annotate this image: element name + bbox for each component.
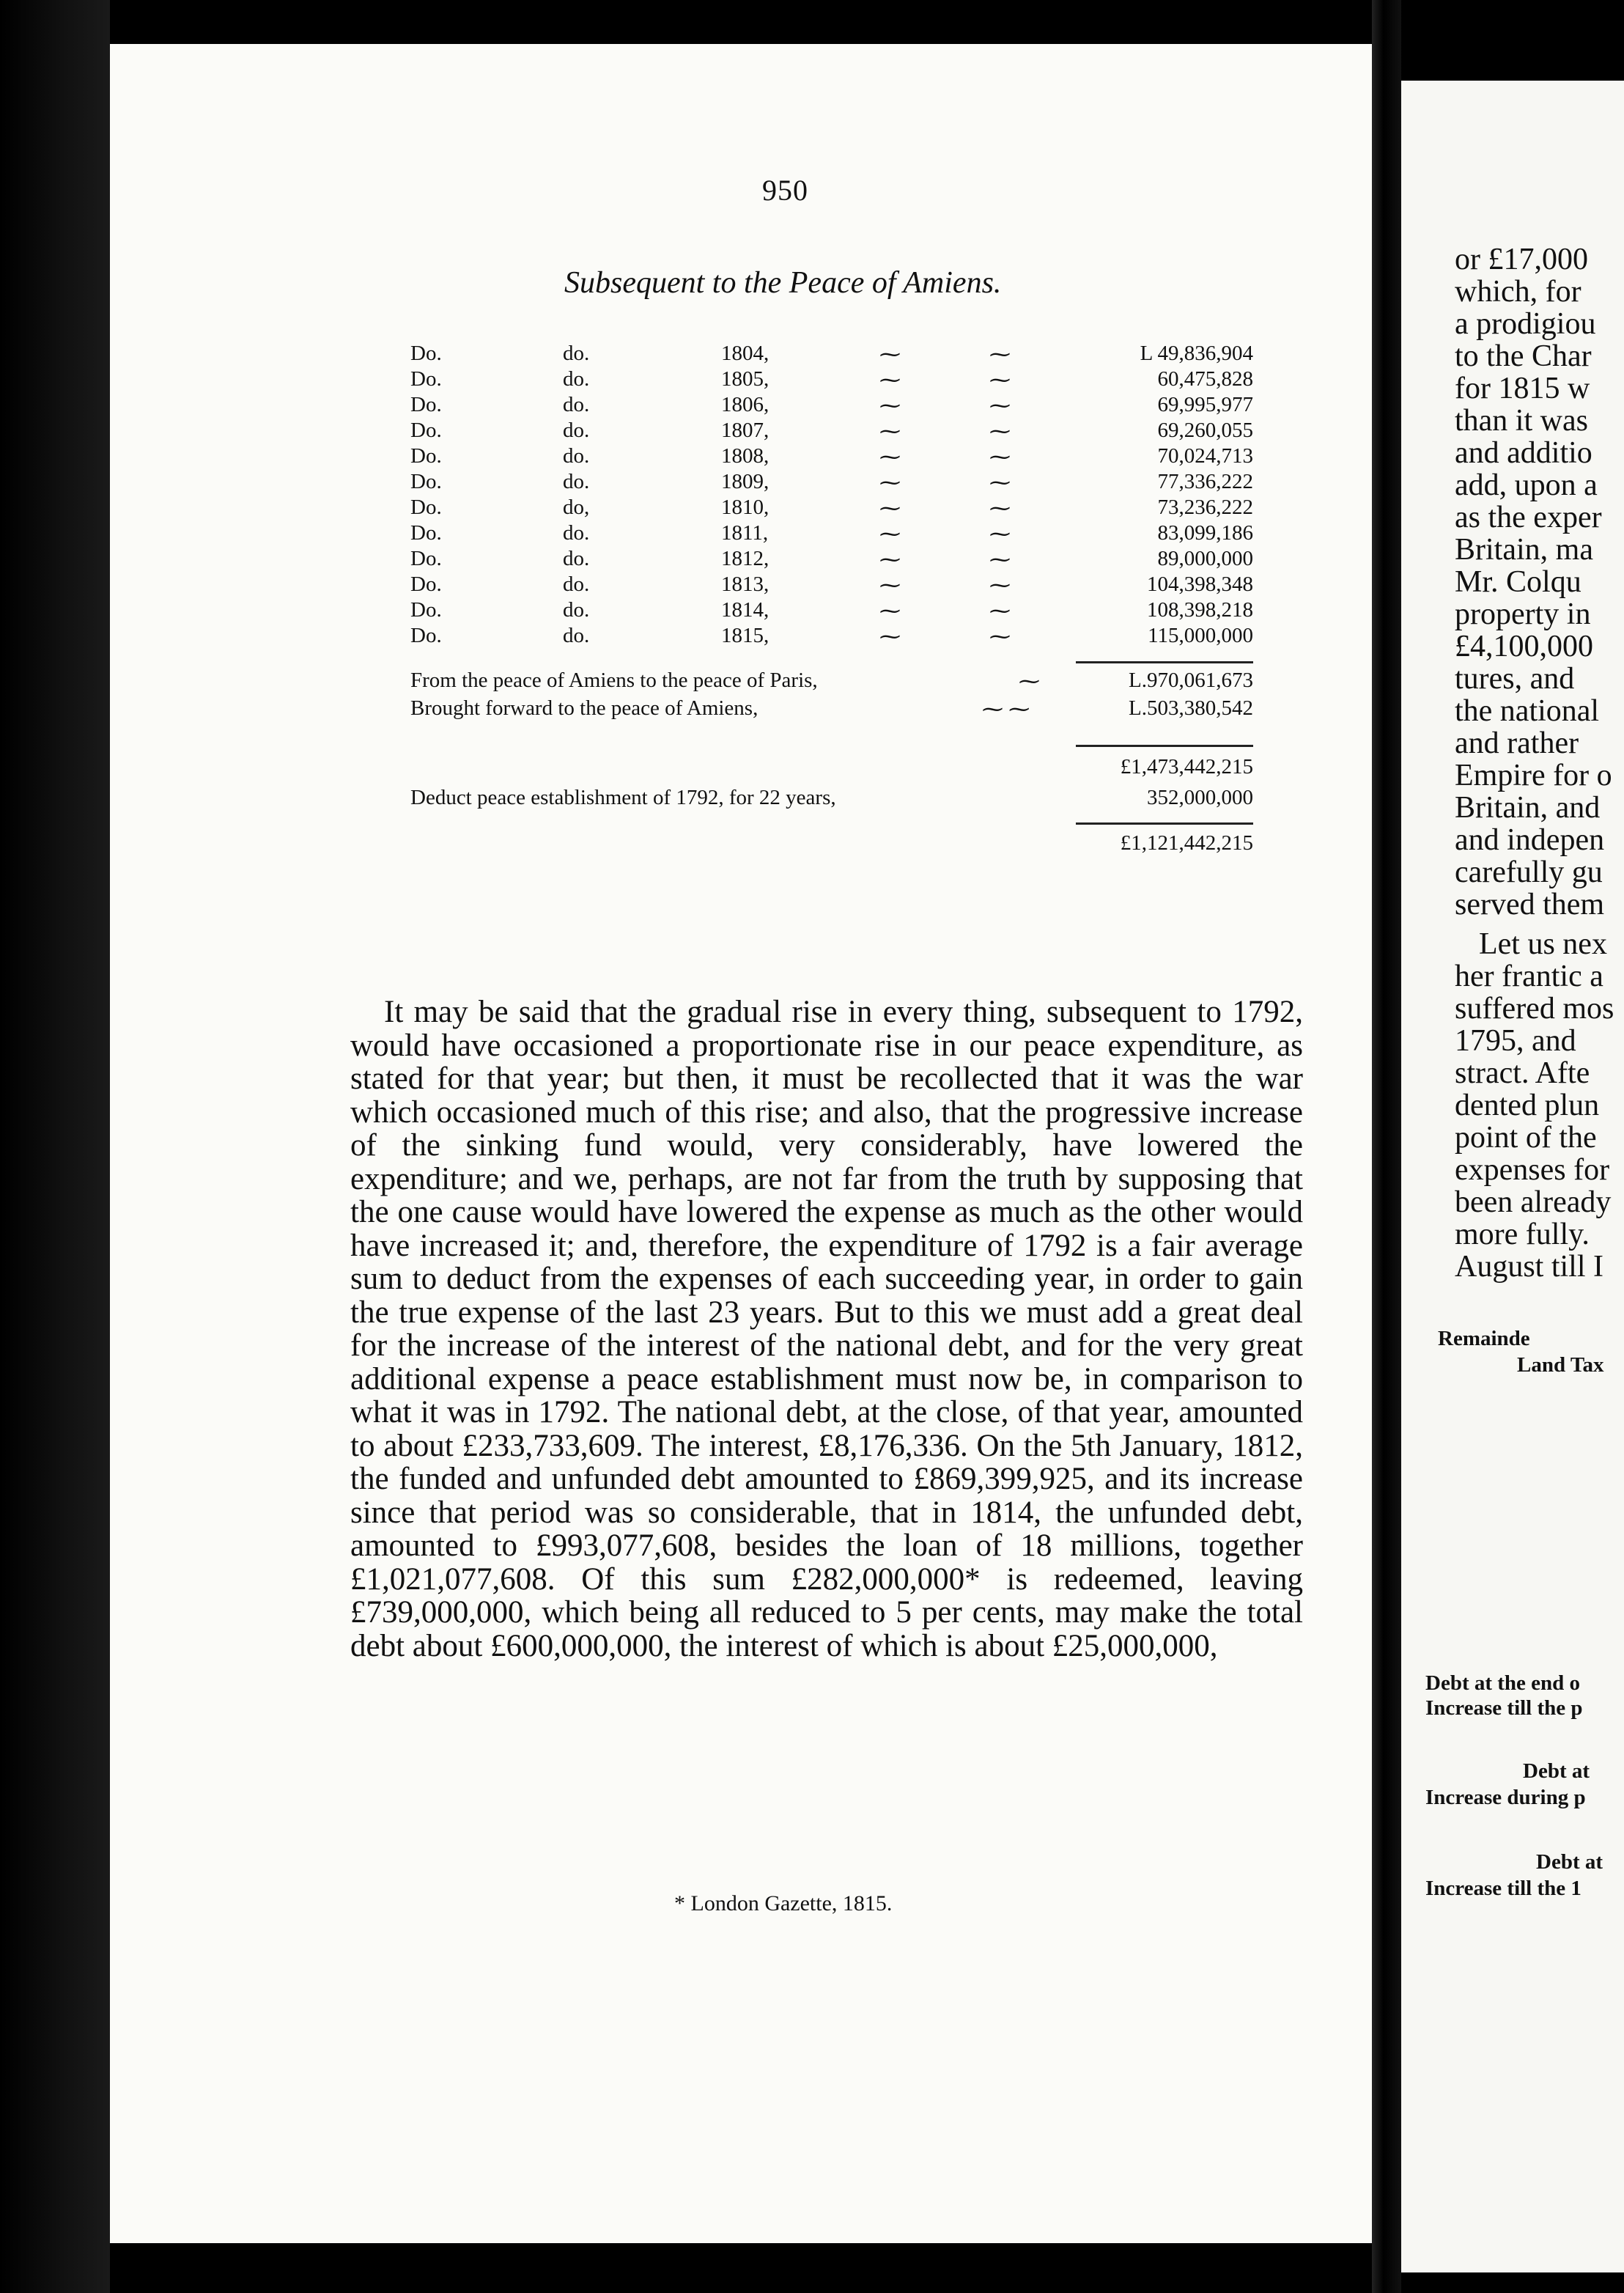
row-label: Do. xyxy=(410,470,442,493)
summary-row-subtotal xyxy=(410,755,1253,786)
row-ditto: do. xyxy=(563,393,590,416)
facing-table-label: Increase during p xyxy=(1425,1786,1586,1809)
facing-line: and rather xyxy=(1455,726,1579,760)
row-dash: ⁓ xyxy=(989,420,1011,443)
table-row xyxy=(410,470,1253,499)
facing-line: Let us nex xyxy=(1479,927,1607,961)
row-year: 1810, xyxy=(721,496,769,519)
facing-line: Mr. Colqu xyxy=(1455,565,1581,599)
summary-amount: L.970,061,673 xyxy=(1129,669,1253,692)
row-dash: ⁓ xyxy=(989,471,1011,495)
row-year: 1813, xyxy=(721,573,769,596)
row-year: 1807, xyxy=(721,419,769,442)
facing-table-label: Debt at xyxy=(1536,1850,1603,1874)
facing-line: stract. Afte xyxy=(1455,1056,1590,1090)
row-dash: ⁓ xyxy=(879,497,901,520)
facing-line: or £17,000 xyxy=(1455,243,1588,276)
row-ditto: do. xyxy=(563,624,590,647)
summary-row-forward xyxy=(410,696,1253,727)
row-label: Do. xyxy=(410,342,442,365)
row-amount: 83,099,186 xyxy=(1157,521,1253,545)
facing-line: more fully. xyxy=(1455,1218,1590,1251)
table-row xyxy=(410,419,1253,448)
row-dash: ⁓ xyxy=(879,523,901,546)
facing-table-label: Increase till the 1 xyxy=(1425,1877,1581,1900)
row-ditto: do. xyxy=(563,367,590,391)
facing-line: 1795, and xyxy=(1455,1024,1576,1058)
row-amount: 104,398,348 xyxy=(1147,573,1253,596)
row-label: Do. xyxy=(410,444,442,468)
facing-line: for 1815 w xyxy=(1455,372,1590,405)
facing-line: August till I xyxy=(1455,1250,1604,1284)
row-ditto: do. xyxy=(563,470,590,493)
facing-table-label: Debt at xyxy=(1523,1759,1590,1783)
facing-line: been already xyxy=(1455,1185,1612,1219)
page-number: 950 xyxy=(762,174,808,207)
table-row xyxy=(410,598,1253,627)
facing-line: the national xyxy=(1455,694,1600,728)
row-dash: ⁓ xyxy=(989,369,1011,392)
row-amount: 89,000,000 xyxy=(1157,547,1253,570)
row-year: 1805, xyxy=(721,367,769,391)
row-dash: ⁓ xyxy=(879,600,901,623)
table-row xyxy=(410,521,1253,551)
facing-line: suffered mos xyxy=(1455,992,1614,1026)
section-heading: Subsequent to the Peace of Amiens. xyxy=(564,266,1002,300)
row-dash: ⁓ xyxy=(879,625,901,649)
row-ditto: do. xyxy=(563,547,590,570)
facing-line: Empire for o xyxy=(1455,759,1612,792)
row-dash: ⁓ xyxy=(989,625,1011,649)
sum-rule xyxy=(1076,745,1253,747)
row-ditto: do. xyxy=(563,598,590,622)
footnote: * London Gazette, 1815. xyxy=(674,1891,893,1915)
facing-line: which, for xyxy=(1455,275,1581,309)
summary-label: From the peace of Amiens to the peace of Paris, xyxy=(410,669,818,692)
row-ditto: do. xyxy=(563,573,590,596)
row-year: 1814, xyxy=(721,598,769,622)
row-year: 1808, xyxy=(721,444,769,468)
book-gutter xyxy=(1372,0,1401,2293)
row-dash: ⁓ xyxy=(989,394,1011,418)
row-label: Do. xyxy=(410,393,442,416)
row-dash: ⁓ xyxy=(879,471,901,495)
sum-rule xyxy=(1076,661,1253,663)
row-dash: ⁓ xyxy=(989,446,1011,469)
facing-line: tures, and xyxy=(1455,662,1575,696)
row-label: Do. xyxy=(410,419,442,442)
row-label: Do. xyxy=(410,624,442,647)
row-label: Do. xyxy=(410,496,442,519)
row-year: 1804, xyxy=(721,342,769,365)
row-amount: 69,260,055 xyxy=(1157,419,1253,442)
table-row xyxy=(410,444,1253,474)
row-year: 1809, xyxy=(721,470,769,493)
facing-table-label: Land Tax xyxy=(1517,1353,1604,1377)
table-row xyxy=(410,393,1253,422)
row-dash: ⁓ xyxy=(879,394,901,418)
row-amount: 115,000,000 xyxy=(1148,624,1253,647)
row-amount: 70,024,713 xyxy=(1157,444,1253,468)
table-row xyxy=(410,342,1253,371)
row-dash: ⁓ xyxy=(989,574,1011,597)
row-year: 1811, xyxy=(721,521,769,545)
row-dash: ⁓ xyxy=(989,497,1011,520)
facing-line: Britain, and xyxy=(1455,791,1601,825)
row-amount: L 49,836,904 xyxy=(1140,342,1253,365)
row-dash: ⁓ xyxy=(879,446,901,469)
summary-row-paris xyxy=(410,669,1253,699)
facing-line: a prodigiou xyxy=(1455,307,1596,341)
sum-rule xyxy=(1076,822,1253,825)
row-label: Do. xyxy=(410,547,442,570)
facing-line: to the Char xyxy=(1455,339,1592,373)
row-label: Do. xyxy=(410,573,442,596)
facing-table-label: Increase till the p xyxy=(1425,1696,1583,1720)
row-amount: 108,398,218 xyxy=(1147,598,1253,622)
body-paragraph xyxy=(350,995,1303,1663)
facing-line: than it was xyxy=(1455,404,1588,438)
row-ditto: do. xyxy=(563,419,590,442)
summary-label: Brought forward to the peace of Amiens, xyxy=(410,696,759,720)
facing-line: carefully gu xyxy=(1455,855,1603,889)
row-ditto: do. xyxy=(563,342,590,365)
summary-amount: £1,121,442,215 xyxy=(1120,831,1253,855)
table-row xyxy=(410,573,1253,602)
facing-line: Britain, ma xyxy=(1455,533,1593,567)
row-dash: ⁓ xyxy=(879,574,901,597)
row-dash: ⁓ xyxy=(989,600,1011,623)
facing-table-label: Debt at the end o xyxy=(1425,1671,1581,1695)
row-amount: 77,336,222 xyxy=(1157,470,1253,493)
row-dash: ⁓ xyxy=(989,523,1011,546)
row-label: Do. xyxy=(410,367,442,391)
facing-line: £4,100,000 xyxy=(1455,630,1593,663)
summary-dash: ⁓ ⁓ xyxy=(982,698,1030,721)
row-amount: 60,475,828 xyxy=(1157,367,1253,391)
row-year: 1806, xyxy=(721,393,769,416)
summary-label: Deduct peace establishment of 1792, for 22 years, xyxy=(410,786,836,809)
row-amount: 69,995,977 xyxy=(1157,393,1253,416)
row-label: Do. xyxy=(410,598,442,622)
facing-line: add, upon a xyxy=(1455,468,1598,502)
row-amount: 73,236,222 xyxy=(1157,496,1253,519)
summary-row-deduct xyxy=(410,786,1253,817)
summary-dash: ⁓ xyxy=(1019,670,1040,693)
summary-amount: £1,473,442,215 xyxy=(1120,755,1253,779)
row-dash: ⁓ xyxy=(879,420,901,443)
facing-line: point of the xyxy=(1455,1121,1597,1155)
row-year: 1812, xyxy=(721,547,769,570)
table-row xyxy=(410,367,1253,397)
facing-line: and indepen xyxy=(1455,823,1605,857)
row-ditto: do, xyxy=(563,496,590,519)
facing-table-label: Remainde xyxy=(1438,1327,1530,1350)
facing-line: her frantic a xyxy=(1455,960,1603,993)
facing-line: served them xyxy=(1455,888,1605,921)
row-dash: ⁓ xyxy=(989,548,1011,572)
table-row xyxy=(410,624,1253,653)
row-ditto: do. xyxy=(563,444,590,468)
summary-amount: L.503,380,542 xyxy=(1129,696,1253,720)
facing-line: expenses for xyxy=(1455,1153,1610,1187)
row-ditto: do. xyxy=(563,521,590,545)
facing-line: dented plun xyxy=(1455,1089,1600,1122)
table-row xyxy=(410,496,1253,525)
row-dash: ⁓ xyxy=(989,343,1011,367)
facing-line: and additio xyxy=(1455,436,1592,470)
facing-line: property in xyxy=(1455,597,1591,631)
row-label: Do. xyxy=(410,521,442,545)
row-year: 1815, xyxy=(721,624,769,647)
scan-left-margin xyxy=(0,0,110,2293)
table-row xyxy=(410,547,1253,576)
paragraph-text: It may be said that the gradual rise in every thing, subsequent to 1792, would have occasioned a proportionate rise in our peace expenditure, as stated for that year; but then, it must be recollected that it was the war which occasioned much of this rise; and also, that the progressive increase of the sinking fund would, very considerably, have lowered the expenditure; and we, perhaps, are not far from the truth by supposing that the one cause would have lowered the expense as much as the other would have increased it; and, therefore, the expenditure of 1792 is a fair average sum to deduct from the expenses of each succeeding year, in order to gain the true expense of the last 23 years. But to this we must add a great deal for the increase of the interest of the national debt, and for the very great additional expense a peace establishment must now be, in comparison to what it was in 1792. The national debt, at the close, of that year, amounted to about £233,733,609. The interest, £8,176,336. On the 5th January, 1812, the funded and unfunded debt amounted to £869,399,925, and its increase since that period was so considerable, that in 1814, the unfunded debt, amounted to £993,077,608, besides the loan of 18 millions, together £1,021,077,608. Of this sum £282,000,000* is redeemed, leaving £739,000,000, which being all reduced to 5 per cents, may make the total debt about £600,000,000, the interest of which is about £25,000,000, xyxy=(350,995,1303,1663)
row-dash: ⁓ xyxy=(879,343,901,367)
summary-amount: 352,000,000 xyxy=(1147,786,1253,809)
row-dash: ⁓ xyxy=(879,369,901,392)
row-dash: ⁓ xyxy=(879,548,901,572)
facing-line: as the exper xyxy=(1455,501,1602,534)
summary-row-total xyxy=(410,831,1253,862)
